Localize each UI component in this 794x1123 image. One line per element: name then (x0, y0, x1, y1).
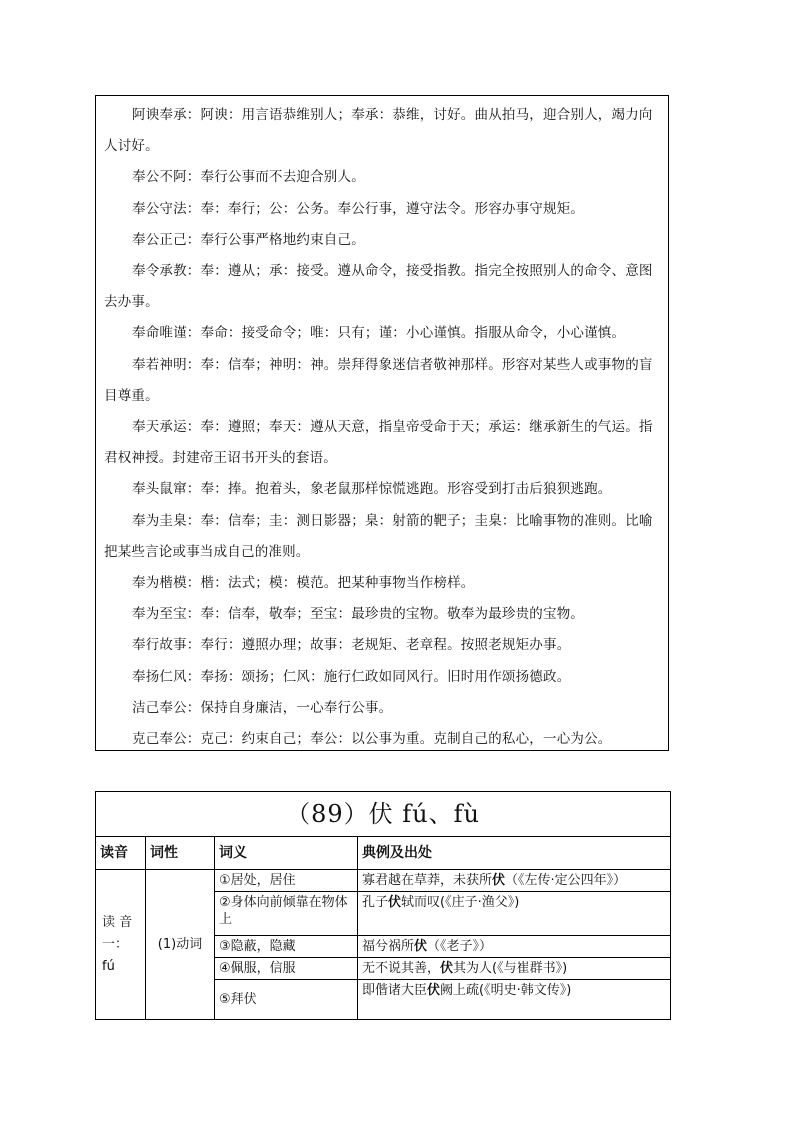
idiom-entry: 奉天承运：奉：遵照；奉天：遵从天意，指皇帝受命于天；承运：继承新生的气运。指君权神授。封建帝王诏书开头的套语。 (104, 419, 653, 467)
idiom-entry: 奉为圭臬：奉：信奉；圭：测日影器；臬：射箭的靶子；圭臬：比喻事物的准则。比喻把某些言论或事当成自己的准则。 (104, 512, 653, 560)
meaning-cell: ④佩服，信服 (215, 958, 358, 980)
idiom-entry: 奉命唯谨：奉命：接受命令；唯：只有；谨：小心谨慎。指服从命令，小心谨慎。 (132, 325, 626, 342)
idiom-entry: 奉为至宝：奉：信奉，敬奉；至宝：最珍贵的宝物。敬奉为最珍贵的宝物。 (132, 606, 585, 623)
idiom-entry: 奉头鼠窜：奉：捧。抱着头，象老鼠那样惊慌逃跑。形容受到打击后狼狈逃跑。 (132, 481, 612, 498)
header-pos: 词性 (146, 837, 215, 870)
example-source: （《老子》） (427, 939, 493, 954)
example-text: 孔子 (362, 895, 389, 910)
header-reading: 读音 (96, 837, 146, 870)
idiom-entry: 阿谀奉承：阿谀：用言语恭维别人；奉承：恭维，讨好。曲从拍马，迎合别人，竭力向人讨好。 (104, 107, 653, 155)
example-keyword: 伏 (388, 895, 402, 910)
idiom-entry: 奉行故事：奉行：遵照办理；故事：老规矩、老章程。按照老规矩办事。 (132, 637, 571, 654)
idiom-entry: 奉公正己：奉行公事严格地约束自己。 (132, 231, 365, 248)
example-source: 轼而叹(《庄子·渔父》) (401, 895, 520, 910)
example-keyword: 伏 (427, 983, 441, 998)
idiom-list-box (95, 95, 669, 751)
reading-cell: 读 音 一：fú (96, 870, 146, 1020)
idiom-entry: 洁己奉公：保持自身廉洁，一心奉行公事。 (132, 699, 393, 716)
pos-cell: (1)动词 (146, 870, 215, 1020)
example-source: 其为人(《与崔群书》) (453, 961, 568, 976)
meaning-cell: ①居处，居住 (215, 870, 358, 892)
example-text: 无不说其善， (362, 961, 441, 976)
header-examples: 典例及出处 (358, 837, 671, 870)
meaning-cell: ②身体向前倾靠在物体上 (215, 892, 358, 936)
example-keyword: 伏 (414, 939, 428, 954)
example-cell (358, 980, 671, 1020)
example-text: 寡君越在草莽，未获所 (362, 873, 493, 888)
character-table (95, 791, 671, 1020)
example-cell (358, 870, 671, 892)
idiom-entry: 奉公不阿：奉行公事而不去迎合别人。 (132, 169, 365, 186)
header-meaning: 词义 (215, 837, 358, 870)
example-text: 即偕诸大臣 (362, 983, 428, 998)
idiom-entry: 奉若神明：奉：信奉；神明：神。崇拜得象迷信者敬神那样。形容对某些人或事物的盲目尊重。 (104, 356, 653, 404)
idiom-entry: 奉公守法：奉：奉行；公：公务。奉公行事，遵守法令。形容办事守规矩。 (132, 200, 585, 217)
example-text: 福兮祸所 (362, 939, 415, 954)
meaning-cell: ③隐蔽，隐藏 (215, 936, 358, 958)
example-cell (358, 958, 671, 980)
example-cell (358, 936, 671, 958)
example-source: 阙上疏(《明史·韩文传》) (440, 983, 572, 998)
idiom-entry: 奉扬仁风：奉扬：颂扬；仁风：施行仁政如同风行。旧时用作颂扬德政。 (132, 668, 571, 685)
idiom-entry: 奉令承教：奉：遵从；承：接受。遵从命令，接受指教。指完全按照别人的命令、意图去办事。 (104, 263, 653, 311)
table-title: （89）伏 fú、fù (96, 792, 671, 837)
example-keyword: 伏 (440, 961, 454, 976)
meaning-cell: ⑤拜伏 (215, 980, 358, 1020)
example-source: （《左传·定公四年》） (505, 873, 627, 888)
idiom-entry: 克己奉公：克己：约束自己；奉公：以公事为重。克制自己的私心，一心为公。 (132, 731, 612, 748)
example-cell (358, 892, 671, 936)
idiom-entry: 奉为楷模：楷：法式；模：模范。把某种事物当作榜样。 (132, 575, 475, 592)
example-keyword: 伏 (492, 873, 506, 888)
